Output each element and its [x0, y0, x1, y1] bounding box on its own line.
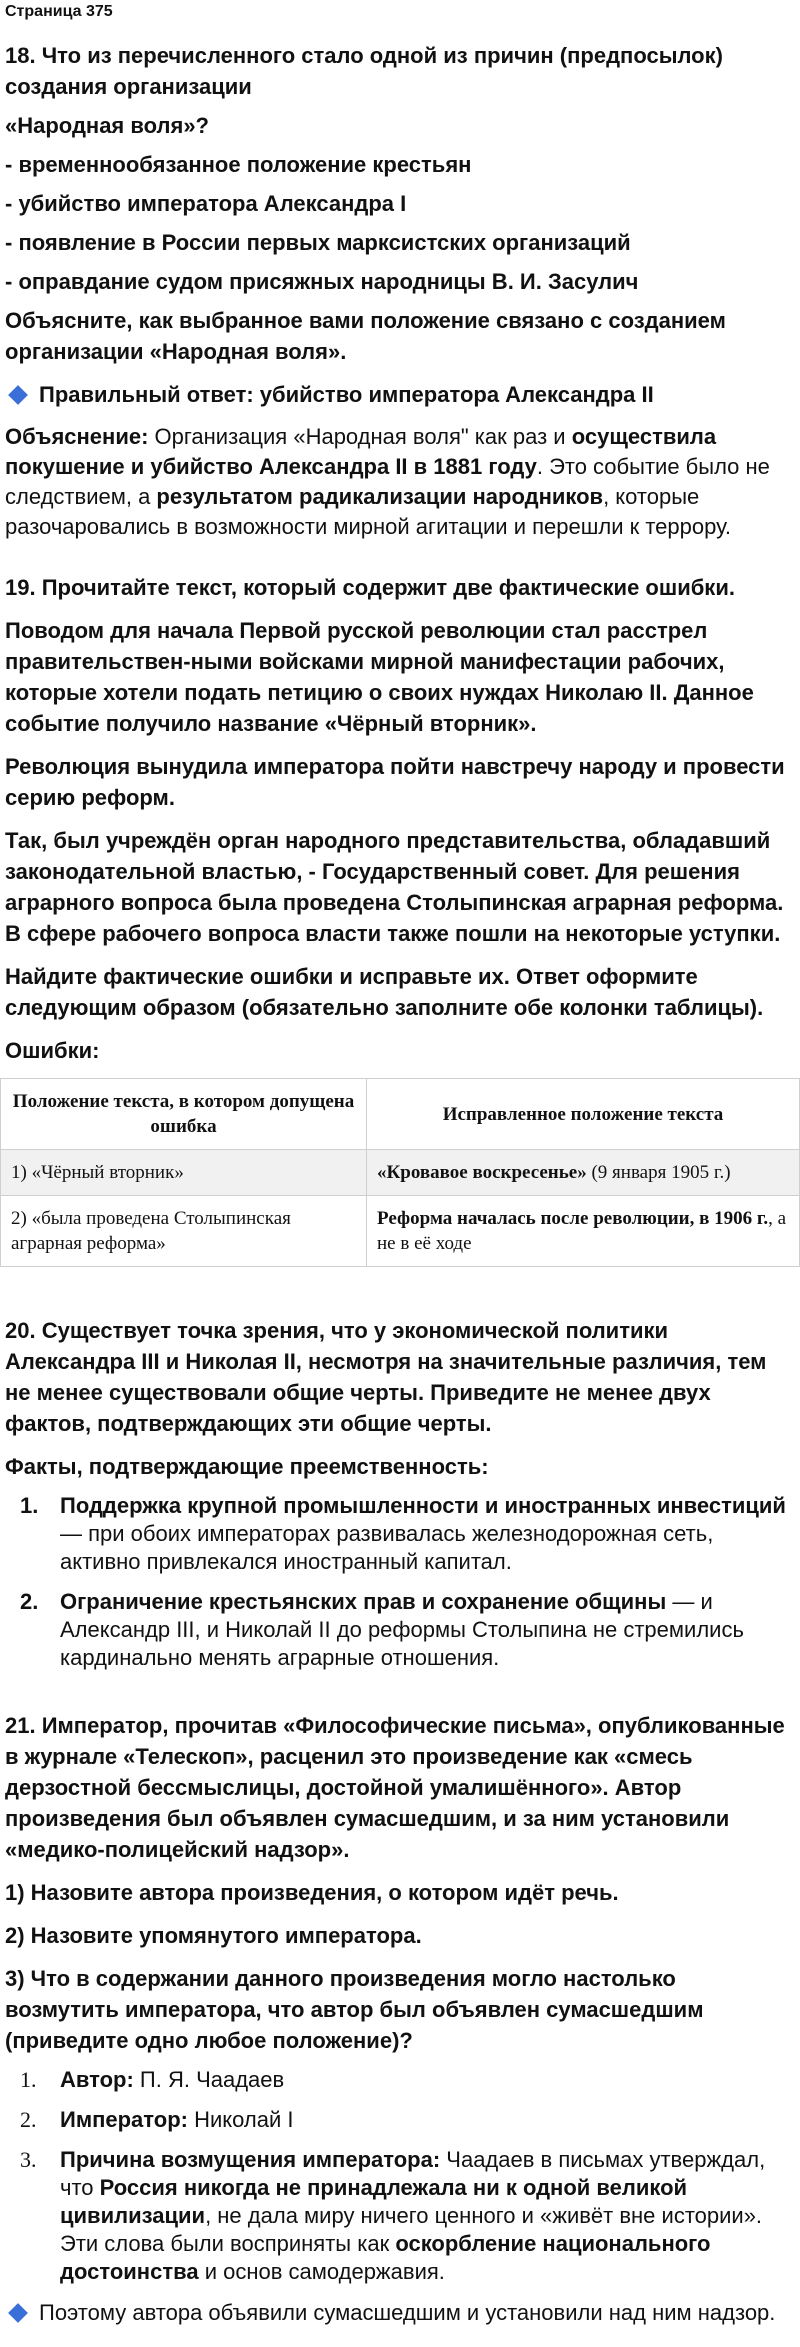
q21-subquestion: 1) Назовите автора произведения, о котором идёт речь. [5, 1880, 619, 1905]
page-label: Страница 375 [5, 3, 113, 20]
list-item: 2. Ограничение крестьянских прав и сохранение общины — и Александр III, и Николай II до реформы Столыпина не стремились кардинально менять аграрные отношения. [20, 1589, 744, 1670]
q18-explain-task: Объясните, как выбранное вами положение связано с созданием организации «Народная воля». [5, 308, 726, 364]
table-header-row [1, 1079, 800, 1150]
list-item: 1. Автор: П. Я. Чаадаев [20, 2067, 285, 2092]
q18-answer [5, 379, 790, 410]
q21-subquestion: 2) Назовите упомянутого императора. [5, 1923, 422, 1948]
q19-task: Найдите фактические ошибки и исправьте их. Ответ оформите следующим образом (обязательно заполните обе колонки таблицы). [5, 964, 764, 1020]
table-row [1, 1196, 800, 1267]
q18-title-org: «Народная воля»? [5, 113, 209, 138]
table-cell: «Кровавое воскресенье» (9 января 1905 г.) [367, 1150, 800, 1196]
q18-answer-text: Правильный ответ: убийство императора Александра II [39, 382, 654, 407]
q19-para: Поводом для начала Первой русской революции стал расстрел правительствен-ными войсками мирной манифестации рабочих, которые хотели подать петицию о своих нуждах Николаю II. Данное событие получило название «Чёрный вторник». [5, 618, 754, 736]
page [5, 0, 790, 2328]
q21-subquestion: 3) Что в содержании данного произведения могло настолько возмутить императора, что автор был объявлен сумасшедшим (приведите одно любое положение)? [5, 1966, 704, 2053]
question-20 [5, 1315, 790, 1672]
q18-option: - оправдание судом присяжных народницы В. И. Засулич [5, 269, 639, 294]
q19-title: 19. Прочитайте текст, который содержит две фактические ошибки. [5, 575, 735, 600]
q18-explanation: Объяснение: Организация «Народная воля" как раз и осуществила покушение и убийство Александра II в 1881 году. Это событие было не следствием, а результатом радикализации народников, которые разочаровались в возможности мирной агитации и перешли к террору. [5, 424, 770, 539]
q18-option: - появление в России первых марксистских организаций [5, 230, 631, 255]
question-19 [5, 572, 790, 1267]
table-cell: 1) «Чёрный вторник» [1, 1150, 367, 1196]
q21-answers-list [5, 2066, 790, 2286]
diamond-bullet-icon [8, 2303, 28, 2323]
table-cell: Реформа началась после революции, в 1906 г., а не в её ходе [367, 1196, 800, 1267]
diamond-bullet-icon [8, 385, 28, 405]
q18-option: - убийство императора Александра I [5, 191, 407, 216]
q20-facts-label: Факты, подтверждающие преемственность: [5, 1454, 489, 1479]
q18-title: 18. Что из перечисленного стало одной из причин (предпосылок) создания организации [5, 43, 723, 99]
q21-conclusion: Поэтому автора объявили сумасшедшим и установили над ним надзор. [5, 2298, 790, 2328]
q20-title: 20. Существует точка зрения, что у экономической политики Александра III и Николая II, несмотря на значительные различия, тем не менее существовали общие черты. Приведите не менее двух фактов, подтверждающих эти общие черты. [5, 1318, 767, 1436]
q18-option: - временнообязанное положение крестьян [5, 152, 472, 177]
table-header: Исправленное положение текста [367, 1079, 800, 1150]
table-header: Положение текста, в котором допущена ошибка [1, 1079, 367, 1150]
question-21 [5, 1710, 790, 2328]
list-item: 2. Император: Николай I [20, 2107, 294, 2132]
question-18 [5, 40, 790, 542]
q19-errors-label: Ошибки: [5, 1038, 100, 1063]
table-row [1, 1150, 800, 1196]
list-item: 3. Причина возмущения императора: Чаадаев в письмах утверждал, что Россия никогда не принадлежала ни к одной великой цивилизации, не дала миру ничего ценного и «живёт вне истории». Эти слова были восприняты как оскорбление национального достоинства и основ самодержавия. [20, 2147, 766, 2284]
errors-table [0, 1078, 800, 1267]
table-cell: 2) «была проведена Столыпинская аграрная реформа» [1, 1196, 367, 1267]
q21-title: 21. Император, прочитав «Философические письма», опубликованные в журнале «Телескоп», расценил это произведение как «смесь дерзостной бессмыслицы, достойной умалишённого». Автор произведения был объявлен сумасшедшим, и за ним установили «медико-полицейский надзор». [5, 1713, 785, 1862]
list-item: 1. Поддержка крупной промышленности и иностранных инвестиций — при обоих императорах развивалась железнодорожная сеть, активно привлекался иностранный капитал. [20, 1493, 786, 1574]
q20-facts-list [5, 1492, 790, 1672]
q19-para: Так, был учреждён орган народного представительства, обладавший законодательной властью, - Государственный совет. Для решения аграрного вопроса была проведена Столыпинская аграрная реформа. В сфере рабочего вопроса власти также пошли на некоторые уступки. [5, 828, 784, 946]
explanation-label: Объяснение: [5, 424, 149, 449]
q19-para: Революция вынудила императора пойти навстречу народу и провести серию реформ. [5, 754, 785, 810]
